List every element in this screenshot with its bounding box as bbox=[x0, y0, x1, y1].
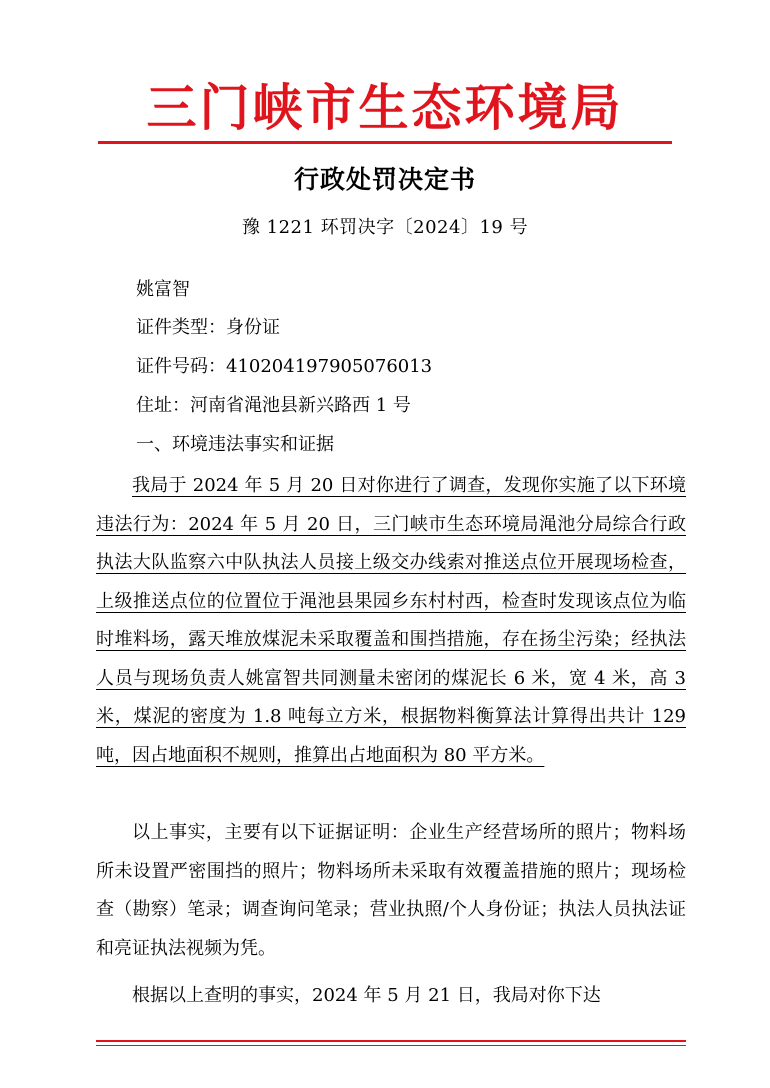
red-divider-bottom bbox=[96, 1040, 686, 1042]
address: 住址：河南省渑池县新兴路西 1 号 bbox=[136, 395, 411, 416]
party-name: 姚富智 bbox=[136, 279, 190, 300]
violation-facts bbox=[96, 467, 686, 775]
document-number: 豫 1221 环罚决字〔2024〕19 号 bbox=[241, 217, 529, 238]
id-number: 证件号码：410204197905076013 bbox=[136, 356, 433, 377]
red-divider-top bbox=[98, 141, 672, 144]
agency-header: 三门峡市生态环境局 bbox=[146, 78, 624, 137]
section-heading: 一、环境违法事实和证据 bbox=[136, 434, 334, 455]
conclusion-paragraph: 根据以上查明的事实，2024 年 5 月 21 日，我局对你下达 bbox=[132, 985, 601, 1006]
id-type: 证件类型：身份证 bbox=[136, 317, 280, 338]
violation-facts-text: 我局于 2024 年 5 月 20 日对你进行了调查，发现你实施了以下环境违法行为：2024 年 5 月 20 日，三门峡市生态环境局渑池分局综合行政执法大队监察六中队执法人员接上级交办线索对推送点位开展现场检查，上级推送点位的位置位于渑池县果园乡东村村西，检查时发现该点位为临时堆料场，露天堆放煤泥未采取覆盖和围挡措施，存在扬尘污染；经执法人员与现场负责人姚富智共同测量未密闭的煤泥长 6 米，宽 4 米，高 3 米，煤泥的密度为 1.8 吨每立方米，根据物料衡算法计算得出共计 129 吨，因占地面积不规则，推算出占地面积为 80 平方米。 bbox=[96, 475, 686, 766]
evidence-paragraph: 以上事实，主要有以下证据证明：企业生产经营场所的照片；物料场所未设置严密围挡的照片；物料场所未采取有效覆盖措施的照片；现场检查（勘察）笔录；调查询问笔录；营业执照/个人身份证；执法人员执法证和亮证执法视频为凭。 bbox=[96, 822, 686, 959]
red-divider-bottom-thin bbox=[96, 1045, 686, 1046]
document-title: 行政处罚决定书 bbox=[293, 165, 476, 194]
